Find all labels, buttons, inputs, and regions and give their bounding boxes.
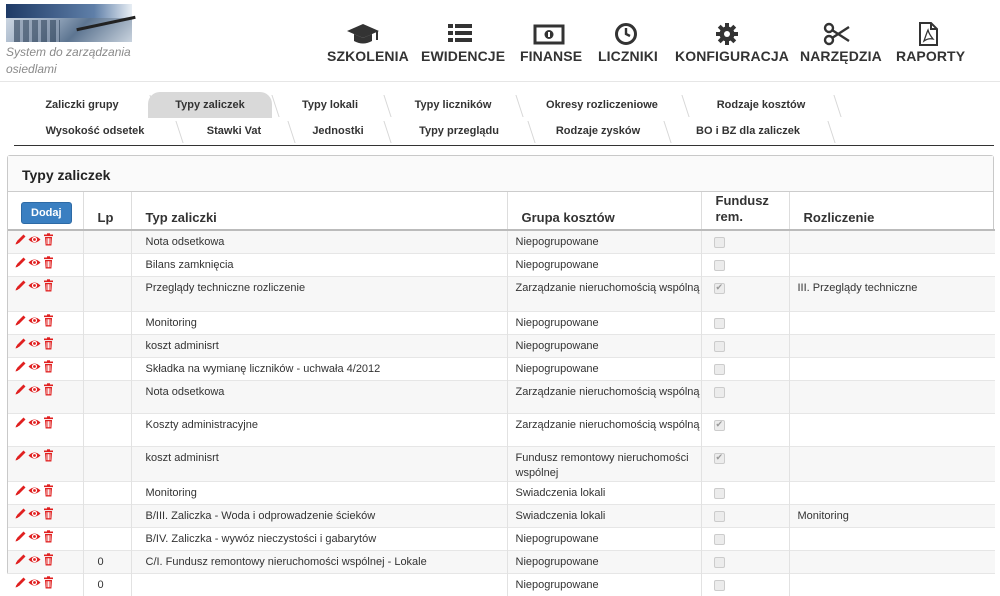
cell-rozliczenie	[789, 335, 995, 358]
cell-rozliczenie	[789, 414, 995, 447]
cell-fundusz-rem	[701, 447, 789, 482]
pdf-file-icon	[917, 22, 939, 46]
trash-icon[interactable]	[42, 256, 55, 269]
cell-lp	[83, 447, 131, 482]
gear-icon	[715, 22, 739, 46]
view-icon[interactable]	[28, 360, 41, 373]
graduation-cap-icon	[346, 22, 380, 46]
cell-rozliczenie: III. Przeglądy techniczne	[789, 277, 995, 312]
col-header-typ-zaliczki[interactable]: Typ zaliczki	[131, 192, 507, 230]
cell-rozliczenie	[789, 551, 995, 574]
cell-grupa-kosztow: Niepogrupowane	[507, 230, 701, 254]
row-actions	[8, 414, 83, 447]
cell-rozliczenie	[789, 312, 995, 335]
trash-icon[interactable]	[42, 337, 55, 350]
row-actions	[8, 482, 83, 505]
trash-icon[interactable]	[42, 530, 55, 543]
cell-grupa-kosztow: Zarządzanie nieruchomością wspólną	[507, 277, 701, 312]
fundusz-checkbox[interactable]	[714, 420, 725, 431]
view-icon[interactable]	[28, 507, 41, 520]
cell-fundusz-rem	[701, 482, 789, 505]
table-row[interactable]	[8, 230, 995, 254]
cell-typ-zaliczki: Monitoring	[131, 482, 507, 505]
table-row[interactable]	[8, 505, 995, 528]
tab-row-2	[14, 118, 1000, 144]
tabs-underline	[14, 145, 994, 146]
nav-label: LICZNIKI	[598, 48, 654, 64]
trash-icon[interactable]	[42, 279, 55, 292]
list-icon	[447, 22, 473, 46]
cell-grupa-kosztow: Niepogrupowane	[507, 254, 701, 277]
cell-lp	[83, 312, 131, 335]
cell-rozliczenie	[789, 528, 995, 551]
typy-zaliczek-table	[8, 192, 995, 596]
cell-typ-zaliczki: Nota odsetkowa	[131, 230, 507, 254]
edit-icon[interactable]	[14, 507, 27, 520]
cell-grupa-kosztow: Niepogrupowane	[507, 528, 701, 551]
cell-lp	[83, 482, 131, 505]
view-icon[interactable]	[28, 314, 41, 327]
nav-label: KONFIGURACJA	[675, 48, 779, 64]
cell-typ-zaliczki: Monitoring	[131, 312, 507, 335]
fundusz-checkbox[interactable]	[714, 557, 725, 568]
cell-typ-zaliczki: Przeglądy techniczne rozliczenie	[131, 277, 507, 312]
tab-typy-lokali[interactable]: Typy lokali	[276, 92, 384, 118]
cell-lp	[83, 358, 131, 381]
edit-icon[interactable]	[14, 416, 27, 429]
edit-icon[interactable]	[14, 530, 27, 543]
cell-fundusz-rem	[701, 335, 789, 358]
tab-okresy-rozliczeniowe[interactable]: Okresy rozliczeniowe	[522, 92, 682, 118]
fundusz-checkbox[interactable]	[714, 511, 725, 522]
cell-grupa-kosztow: Niepogrupowane	[507, 358, 701, 381]
table-row[interactable]	[8, 414, 995, 447]
nav-finanse[interactable]	[520, 22, 578, 68]
add-button[interactable]: Dodaj	[21, 202, 72, 224]
fundusz-checkbox[interactable]	[714, 318, 725, 329]
edit-icon[interactable]	[14, 383, 27, 396]
row-actions	[8, 312, 83, 335]
cell-typ-zaliczki: koszt adminisrt	[131, 447, 507, 482]
cell-rozliczenie	[789, 381, 995, 414]
table-header-row	[8, 192, 995, 230]
nav-liczniki[interactable]	[598, 22, 654, 68]
nav-raporty[interactable]	[896, 22, 960, 68]
cell-lp	[83, 381, 131, 414]
tab-stawki-vat[interactable]: Stawki Vat	[180, 118, 288, 144]
nav-label: FINANSE	[520, 48, 578, 64]
cell-rozliczenie	[789, 447, 995, 482]
cell-rozliczenie	[789, 254, 995, 277]
col-header-lp[interactable]: Lp	[83, 192, 131, 230]
trash-icon[interactable]	[42, 576, 55, 589]
cell-grupa-kosztow: Swiadczenia lokali	[507, 482, 701, 505]
cell-grupa-kosztow: Niepogrupowane	[507, 551, 701, 574]
trash-icon[interactable]	[42, 507, 55, 520]
tab-typy-zaliczek[interactable]: Typy zaliczek	[148, 92, 272, 118]
table-row[interactable]	[8, 447, 995, 482]
view-icon[interactable]	[28, 383, 41, 396]
cell-grupa-kosztow: Zarządzanie nieruchomością wspólną	[507, 381, 701, 414]
cell-typ-zaliczki: C/I. Fundusz remontowy nieruchomości wspólnej - Lokale	[131, 551, 507, 574]
cell-fundusz-rem	[701, 358, 789, 381]
view-icon[interactable]	[28, 416, 41, 429]
cell-fundusz-rem	[701, 551, 789, 574]
nav-ewidencje[interactable]	[421, 22, 499, 68]
cell-grupa-kosztow: Niepogrupowane	[507, 335, 701, 358]
edit-icon[interactable]	[14, 233, 27, 246]
logo-text: System do zarządzania osiedlami	[6, 44, 156, 78]
trash-icon[interactable]	[42, 484, 55, 497]
cell-rozliczenie	[789, 574, 995, 596]
table-row[interactable]	[8, 277, 995, 312]
table-row[interactable]	[8, 381, 995, 414]
cell-typ-zaliczki: B/IV. Zaliczka - wywóz nieczystości i gabarytów	[131, 528, 507, 551]
tab-typy-licznikow[interactable]: Typy liczników	[390, 92, 516, 118]
table-row[interactable]	[8, 482, 995, 505]
cell-typ-zaliczki: Nota odsetkowa	[131, 381, 507, 414]
table-row[interactable]	[8, 312, 995, 335]
nav-narzedzia[interactable]	[800, 22, 874, 68]
cell-typ-zaliczki	[131, 574, 507, 596]
tab-bo-bz-zaliczek[interactable]: BO i BZ dla zaliczek	[668, 118, 828, 144]
cell-fundusz-rem	[701, 254, 789, 277]
table-row[interactable]	[8, 551, 995, 574]
nav-label: EWIDENCJE	[421, 48, 499, 64]
row-actions	[8, 335, 83, 358]
cell-grupa-kosztow: Zarządzanie nieruchomością wspólną	[507, 414, 701, 447]
app-header	[0, 0, 1000, 82]
fundusz-checkbox[interactable]	[714, 534, 725, 545]
scissors-icon	[823, 22, 851, 46]
cell-fundusz-rem	[701, 277, 789, 312]
cell-grupa-kosztow: Niepogrupowane	[507, 312, 701, 335]
row-actions	[8, 551, 83, 574]
edit-icon[interactable]	[14, 449, 27, 462]
row-actions	[8, 574, 83, 596]
col-header-rozliczenie[interactable]: Rozliczenie	[789, 192, 995, 230]
cell-fundusz-rem	[701, 381, 789, 414]
tab-rodzaje-zyskow[interactable]: Rodzaje zysków	[532, 118, 664, 144]
table-row[interactable]	[8, 335, 995, 358]
cell-lp: 0	[83, 551, 131, 574]
cell-fundusz-rem	[701, 230, 789, 254]
cell-typ-zaliczki: B/III. Zaliczka - Woda i odprowadzenie ścieków	[131, 505, 507, 528]
cell-lp	[83, 230, 131, 254]
logo-image[interactable]	[6, 4, 132, 42]
view-icon[interactable]	[28, 576, 41, 589]
cell-rozliczenie: Monitoring	[789, 505, 995, 528]
view-icon[interactable]	[28, 279, 41, 292]
view-icon[interactable]	[28, 484, 41, 497]
cell-lp	[83, 335, 131, 358]
cell-fundusz-rem	[701, 528, 789, 551]
cell-rozliczenie	[789, 482, 995, 505]
view-icon[interactable]	[28, 449, 41, 462]
fundusz-checkbox[interactable]	[714, 387, 725, 398]
fundusz-checkbox[interactable]	[714, 364, 725, 375]
fundusz-checkbox[interactable]	[714, 283, 725, 294]
cell-fundusz-rem	[701, 312, 789, 335]
row-actions	[8, 277, 83, 312]
cell-rozliczenie	[789, 358, 995, 381]
edit-icon[interactable]	[14, 484, 27, 497]
cell-typ-zaliczki: koszt adminisrt	[131, 335, 507, 358]
col-header-fundusz-rem[interactable]: Fundusz rem.	[701, 192, 789, 230]
row-actions	[8, 447, 83, 482]
view-icon[interactable]	[28, 530, 41, 543]
typy-zaliczek-panel	[7, 155, 994, 575]
tab-row-1	[14, 92, 1000, 118]
edit-icon[interactable]	[14, 314, 27, 327]
view-icon[interactable]	[28, 337, 41, 350]
nav-label: NARZĘDZIA	[800, 48, 874, 64]
cell-fundusz-rem	[701, 505, 789, 528]
cell-lp: 0	[83, 574, 131, 596]
row-actions	[8, 254, 83, 277]
view-icon[interactable]	[28, 233, 41, 246]
cell-fundusz-rem	[701, 414, 789, 447]
trash-icon[interactable]	[42, 233, 55, 246]
edit-icon[interactable]	[14, 576, 27, 589]
trash-icon[interactable]	[42, 383, 55, 396]
row-actions	[8, 381, 83, 414]
trash-icon[interactable]	[42, 449, 55, 462]
view-icon[interactable]	[28, 553, 41, 566]
cell-grupa-kosztow: Niepogrupowane	[507, 574, 701, 596]
fundusz-checkbox[interactable]	[714, 488, 725, 499]
cell-typ-zaliczki: Koszty administracyjne	[131, 414, 507, 447]
settings-tabs	[14, 92, 1000, 144]
edit-icon[interactable]	[14, 279, 27, 292]
nav-label: SZKOLENIA	[327, 48, 399, 64]
cell-typ-zaliczki: Składka na wymianę liczników - uchwała 4/2012	[131, 358, 507, 381]
nav-szkolenia[interactable]	[327, 22, 399, 68]
row-actions	[8, 528, 83, 551]
fundusz-checkbox[interactable]	[714, 580, 725, 591]
nav-label: RAPORTY	[896, 48, 960, 64]
fundusz-checkbox[interactable]	[714, 260, 725, 271]
actions-header	[8, 192, 83, 230]
fundusz-checkbox[interactable]	[714, 341, 725, 352]
tab-zaliczki-grupy[interactable]: Zaliczki grupy	[14, 92, 150, 118]
row-actions	[8, 230, 83, 254]
cell-lp	[83, 414, 131, 447]
cell-rozliczenie	[789, 230, 995, 254]
fundusz-checkbox[interactable]	[714, 237, 725, 248]
trash-icon[interactable]	[42, 360, 55, 373]
cell-typ-zaliczki: Bilans zamknięcia	[131, 254, 507, 277]
table-row[interactable]	[8, 574, 995, 596]
trash-icon[interactable]	[42, 553, 55, 566]
money-icon	[534, 22, 564, 46]
table-row[interactable]	[8, 254, 995, 277]
tab-rodzaje-kosztow[interactable]: Rodzaje kosztów	[688, 92, 834, 118]
fundusz-checkbox[interactable]	[714, 453, 725, 464]
nav-konfiguracja[interactable]	[675, 22, 779, 68]
cell-grupa-kosztow: Swiadczenia lokali	[507, 505, 701, 528]
table-body	[8, 230, 995, 596]
tab-typy-przegladu[interactable]: Typy przeglądu	[390, 118, 528, 144]
cell-grupa-kosztow: Fundusz remontowy nieruchomości wspólnej	[507, 447, 701, 482]
table-row[interactable]	[8, 358, 995, 381]
row-actions	[8, 358, 83, 381]
cell-lp	[83, 505, 131, 528]
edit-icon[interactable]	[14, 256, 27, 269]
trash-icon[interactable]	[42, 416, 55, 429]
panel-title: Typy zaliczek	[8, 156, 993, 192]
edit-icon[interactable]	[14, 337, 27, 350]
cell-lp	[83, 254, 131, 277]
cell-fundusz-rem	[701, 574, 789, 596]
tab-wysokosc-odsetek[interactable]: Wysokość odsetek	[14, 118, 176, 144]
tab-jednostki[interactable]: Jednostki	[292, 118, 384, 144]
clock-icon	[614, 22, 638, 46]
col-header-grupa-kosztow[interactable]: Grupa kosztów	[507, 192, 701, 230]
cell-lp	[83, 277, 131, 312]
view-icon[interactable]	[28, 256, 41, 269]
row-actions	[8, 505, 83, 528]
cell-lp	[83, 528, 131, 551]
trash-icon[interactable]	[42, 314, 55, 327]
edit-icon[interactable]	[14, 553, 27, 566]
table-row[interactable]	[8, 528, 995, 551]
edit-icon[interactable]	[14, 360, 27, 373]
